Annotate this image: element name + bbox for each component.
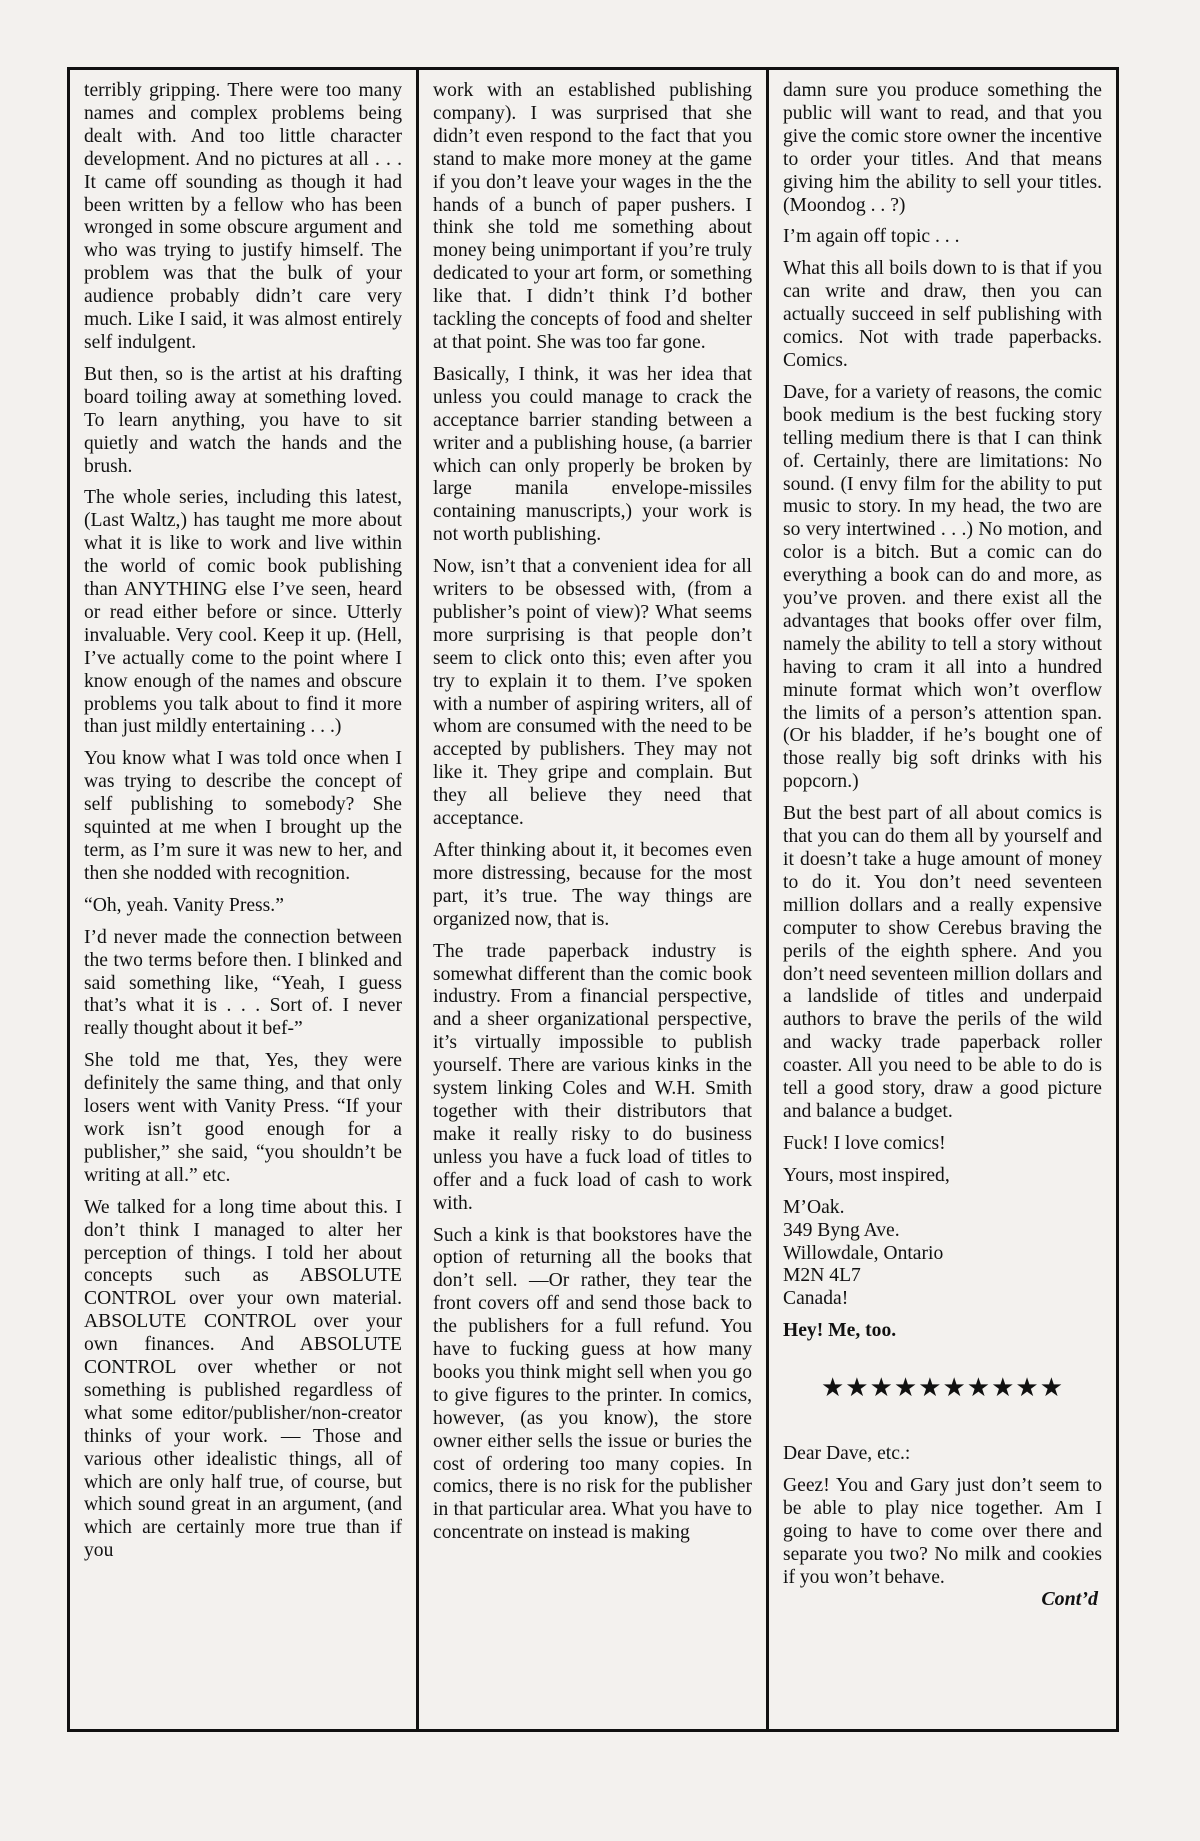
paragraph: I’d never made the connection between the two terms before then. I blinked and said something like, “Yeah, I guess that’s what it is . . . Sort of. I never really thought about it bef-” [84,926,402,1040]
continued-label: Cont’d [1041,1587,1098,1610]
paragraph: Fuck! I love comics! [783,1132,946,1154]
address-line: M2N 4L7 [783,1265,861,1287]
address-line: Canada! [783,1288,849,1310]
star-divider: ★★★★★★★★★★ [820,1373,1065,1403]
paragraph: You know what I was told once when I was trying to describe the concept of self publishing to somebody? She squinted at me when I brought up the term, as I’m sure it was new to her, and then she nodded with recognition. [84,748,402,884]
address-line: 349 Byng Ave. [783,1219,900,1241]
paragraph: After thinking about it, it becomes even more distressing, because for the most part, it’s true. The way things are organized now, that is. [433,840,752,930]
column-3 [769,70,1116,1729]
paragraph: terribly gripping. There were too many names and complex problems being dealt with. And too little character development. And no pictures at all . . . It came off sounding as though it had been written by a fellow who has been wronged in some obscure argument and who was trying to justify himself. The problem was that the bulk of your audience probably didn’t care very much. Like I said, it was almost entirely self indulgent. [84,80,402,353]
paragraph: But then, so is the artist at his drafting board toiling away at something loved. To learn anything, you have to sit quietly and watch the hands and the brush. [84,363,402,477]
column-1 [70,70,419,1729]
sign-off: Yours, most inspired, [783,1164,950,1186]
salutation: Dear Dave, etc.: [783,1443,911,1465]
paragraph: Such a kink is that bookstores have the option of returning all the books that don’t sell. —Or rather, they tear the front covers off and send those back to the publishers for a full refund. You have to fucking guess at how many books you think might sell when you go to give figures to the printer. In comics, however, (as you know), the store owner either sells the issue or buries the cost of ordering too many copies. In comics, there is no risk for the publisher in that particular area. What you have to concentrate on instead is making [433,1224,752,1544]
address-line: Willowdale, Ontario [783,1242,944,1264]
sender-address [783,1197,1102,1312]
paragraph: “Oh, yeah. Vanity Press.” [84,894,284,916]
letters-page-frame [67,67,1119,1732]
paragraph: Now, isn’t that a convenient idea for all writers to be obsessed with, (from a publisher’s point of view)? What seems more surprising is that people don’t seem to click onto this; even after you try to explain it to them. I’ve spoken with a number of aspiring writers, all of whom are consumed with the need to be accepted by publishers. They may not like it. They gripe and complain. But they all believe they need that acceptance. [433,556,752,830]
paragraph: We talked for a long time about this. I don’t think I managed to alter her perception of things. I told her about concepts such as ABSOLUTE CONTROL over your own material. ABSOLUTE CONTROL over your own finances. And ABSOLUTE CONTROL over whether or not something is published regardless of what some editor/publisher/non-creator thinks of your work. — Those and various other idealistic things, all of which are only half true, of course, but which sound great in an argument, (and which are certainly more true than if you [84,1196,402,1562]
paragraph: Dave, for a variety of reasons, the comic book medium is the best fucking story telling medium there is that I can think of. Certainly, there are limitations: No sound. (I envy film for the ability to put music to story. In my head, the two are so very intertwined . . .) No motion, and color is a bitch. But a comic can do everything a book can do and more, as you’ve proven. and there exist all the advantages that books offer over film, namely the ability to tell a story without having to cram it all into a hundred minute format which won’t overflow the limits of a person’s attention span. (Or his bladder, if he’s bought one of those really big soft drinks with his popcorn.) [783,381,1102,793]
paragraph: work with an established publishing company). I was surprised that she didn’t even respond to the fact that you stand to make more money at the game if you don’t leave your wages in the the hands of a bunch of paper pushers. I think she told me something about money being unimportant if you’re truly dedicated to your art form, or something like that. I didn’t think I’d bother tackling the concepts of food and shelter at that point. She was too far gone. [433,80,752,353]
paragraph: I’m again off topic . . . [783,226,960,248]
paragraph: damn sure you produce something the public will want to read, and that you give the comic store owner the incentive to order your titles. And that means giving him the ability to sell your titles. (Moondog . . ?) [783,80,1102,216]
paragraph: The trade paperback industry is somewhat different than the comic book industry. From a financial perspective, and a sheer organizational perspective, it’s virtually impossible to publish yourself. There are various kinks in the system linking Coles and W.H. Smith together with their distributors that make it really risky to do business unless you have a fuck load of titles to offer and a fuck load of cash to work with. [433,940,752,1214]
address-line: M’Oak. [783,1196,845,1218]
paragraph: Basically, I think, it was her idea that unless you could manage to crack the acceptance barrier standing between a writer and a publishing house, (a barrier which can only properly be broken by large manila envelope-missiles containing manuscripts,) your work is not worth publishing. [433,363,752,546]
paragraph: But the best part of all about comics is that you can do them all by yourself and it doesn’t take a huge amount of money to do it. You don’t need seventeen million dollars and a really expensive computer to show Cerebus braving the perils of the eighth sphere. And you don’t need seventeen million dollars and a landslide of titles and underpaid authors to brave the perils of the wild and wacky trade paperback roller coaster. All you need to be able to do is tell a good story, draw a good picture and balance a budget. [783,803,1102,1122]
column-2 [419,70,769,1729]
paragraph: The whole series, including this latest, (Last Waltz,) has taught me more about what it is like to work and live within the world of comic book publishing than ANYTHING else I’ve seen, heard or read either before or since. Utterly invaluable. Very cool. Keep it up. (Hell, I’ve actually come to the point where I know enough of the names and obscure problems you talk about to find it more than just mildly entertaining . . .) [84,487,402,738]
editor-reply: Hey! Me, too. [783,1320,897,1342]
paragraph: Geez! You and Gary just don’t seem to be able to play nice together. Am I going to have to come over there and separate you two? No milk and cookies if you won’t behave. [783,1475,1102,1588]
paragraph: She told me that, Yes, they were definitely the same thing, and that only losers went with Vanity Press. “If your work isn’t good enough for a publisher,” she said, “you shouldn’t be writing at all.” etc. [84,1050,402,1186]
paragraph: What this all boils down to is that if you can write and draw, then you can actually succeed in self publishing with comics. Not with trade paperbacks. Comics. [783,258,1102,371]
